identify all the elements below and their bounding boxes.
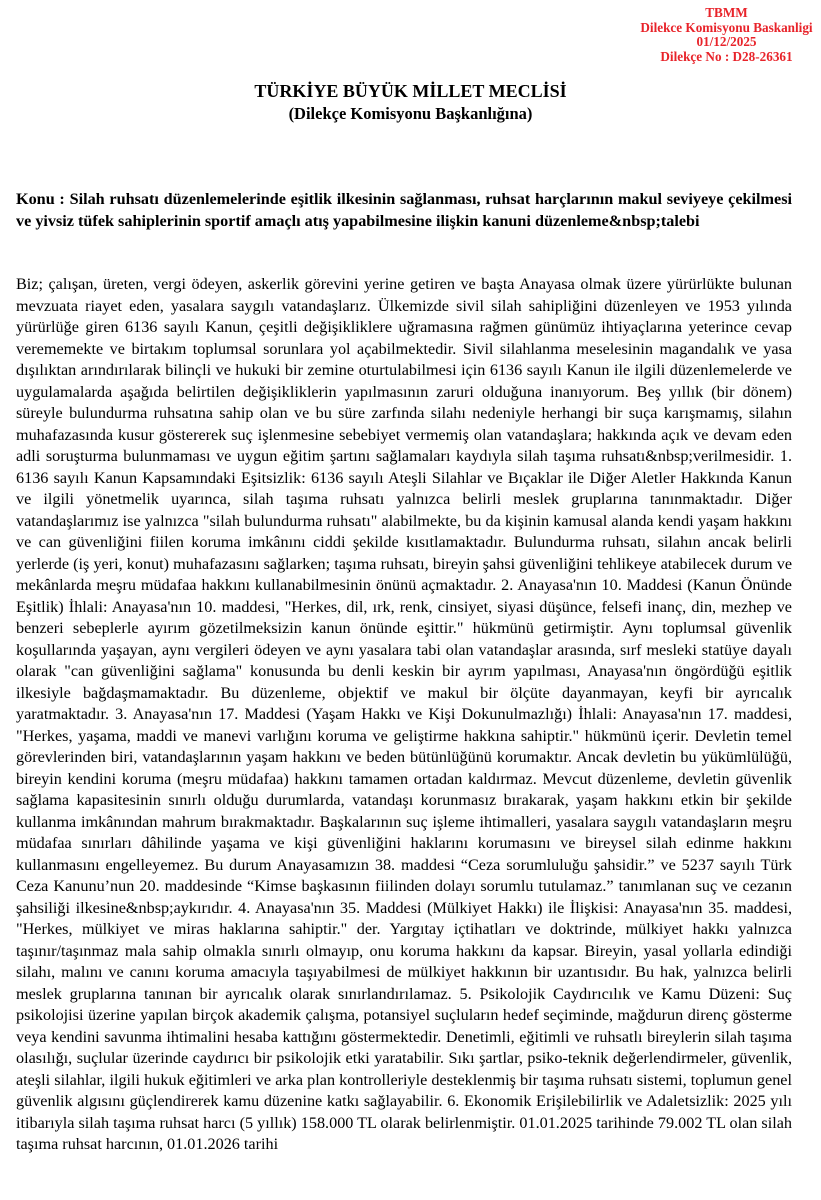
petition-stamp [632,6,821,64]
subject-line: Konu : Silah ruhsatı düzenlemelerinde eşitlik ilkesinin sağlanması, ruhsat harçlarının makul seviyeye çekilmesi ve yivsiz tüfek sahiplerinin sportif amaçlı atış yapabilmesine ilişkin kanuni düzenleme&nbsp;talebi [16,190,792,230]
stamp-org: TBMM [705,6,748,20]
stamp-date: 01/12/2025 [696,34,757,50]
document-title: TÜRKİYE BÜYÜK MİLLET MECLİSİ [254,81,567,101]
document-subtitle: (Dilekçe Komisyonu Başkanlığına) [288,104,533,123]
stamp-department: Dilekce Komisyonu Baskanligi [640,19,813,35]
petition-body: Biz; çalışan, üreten, vergi ödeyen, askerlik görevini yerine getiren ve başta Anayasa olmak üzere yürürlükte bulunan mevzuata riayet eden, yasalara saygılı vatandaşlarız. Ülkemizde sivil silah sahipliğini düzenleyen ve 1953 yılında yürürlüğe giren 6136 sayılı Kanun, çeşitli değişikliklere uğramasına rağmen günümüz ihtiyaçlarına yeterince cevap verememekte ve birtakım toplumsal sorunlara yol açabilmektedir. Sivil silahlanma meselesinin magandalık ve yasa dışılıktan arındırılarak bilinçli ve hukuki bir zemine oturtulabilmesi için 6136 sayılı Kanun ile ilgili düzenlemelerde ve uygulamalarda aşağıda belirtilen değişikliklerin yapılmasının zaruri olduğuna inanıyorum. Beş yıllık (bir dönem) süreyle bulundurma ruhsatına sahip olan ve bu süre zarfında silahı nedeniyle herhangi bir suça karışmamış, silahın muhafazasında kusur göstererek suç işlenmesine sebebiyet vermemiş olan vatandaşlara; hakkında açık ve devam eden adli soruşturma bulunmaması ve uygun eğitim şartını sağlamaları kaydıyla silah taşıma ruhsatı&nbsp;verilmesidir. 1. 6136 sayılı Kanun Kapsamındaki Eşitsizlik: 6136 sayılı Ateşli Silahlar ve Bıçaklar ile Diğer Aletler Hakkında Kanun ve ilgili yönetmelik uyarınca, silah taşıma ruhsatı yalnızca belirli meslek gruplarına tanınmaktadır. Diğer vatandaşlarımız ise yalnızca "silah bulundurma ruhsatı" alabilmekte, bu da kişinin kamusal alanda kendi yaşam hakkını ve can güvenliğini fiilen koruma imkânını ciddi şekilde kısıtlamaktadır. Bulundurma ruhsatı, silahın ancak belirli yerlerde (iş yeri, konut) muhafazasını sağlarken; taşıma ruhsatı, bireyin şahsi güvenliğini tehlikeye atabilecek durum ve mekânlarda meşru müdafaa hakkını kullanabilmesinin önünü açmaktadır. 2. Anayasa'nın 10. Maddesi (Kanun Önünde Eşitlik) İhlali: Anayasa'nın 10. maddesi, "Herkes, dil, ırk, renk, cinsiyet, siyasi düşünce, felsefi inanç, din, mezhep ve benzeri sebeplerle ayırım gözetilmeksizin kanun önünde eşittir." hükmünü getirmiştir. Aynı toplumsal güvenlik koşullarında yaşayan, aynı vergileri ödeyen ve aynı yasalara tabi olan vatandaşlar arasında, sırf mesleki statüye dayalı olarak "can güvenliğini sağlama" konusunda bu denli keskin bir ayrım yapılması, Anayasa'nın öngördüğü eşitlik ilkesiyle bağdaşmamaktadır. Bu düzenleme, objektif ve makul bir ölçüte dayanmayan, keyfi bir ayrıcalık yaratmaktadır. 3. Anayasa'nın 17. Maddesi (Yaşam Hakkı ve Kişi Dokunulmazlığı) İhlali: Anayasa'nın 17. maddesi, "Herkes, yaşama, maddi ve manevi varlığını koruma ve geliştirme hakkına sahiptir." hükmünü içerir. Devletin temel görevlerinden biri, vatandaşlarının yaşam hakkını ve beden bütünlüğünü korumaktır. Ancak devletin bu yükümlülüğü, bireyin kendini koruma (meşru müdafaa) hakkını tamamen ortadan kaldırmaz. Mevcut düzenleme, devletin güvenlik sağlama kapasitesinin sınırlı olduğu durumlarda, vatandaşı korunmasız bırakarak, yaşam hakkını etkin bir şekilde kullanma imkânından mahrum bırakmaktadır. Başkalarının suç işleme ihtimalleri, yasalara saygılı vatandaşların meşru müdafaa sınırları dâhilinde yaşama ve kişi güvenliğini haklarını korumasını ve bireysel silah edinme hakkını kullanmasını engelleyemez. Bu durum Anayasamızın 38. maddesi “Ceza sorumluluğu şahsidir.” ve 5237 sayılı Türk Ceza Kanunu’nun 20. maddesinde “Kimse başkasının fiilinden dolayı sorumlu tutulamaz.” tanımlanan suç ve cezanın şahsiliği ilkesine&nbsp;aykırıdır. 4. Anayasa'nın 35. Maddesi (Mülkiyet Hakkı) ile İlişkisi: Anayasa'nın 35. maddesi, "Herkes, mülkiyet ve miras haklarına sahiptir." der. Yargıtay içtihatları ve doktrinde, mülkiyet hakkı yalnızca taşınır/taşınmaz mala sahip olmakla sınırlı olmayıp, onu koruma hakkını da kapsar. Bireyin, yasal yollarla edindiği silahı, malını ve canını koruma amacıyla taşıyabilmesi de mülkiyet hakkının bir uzantısıdır. Bu hak, yalnızca belirli meslek gruplarına tanınan bir ayrıcalık olarak sınırlandırılamaz. 5. Psikolojik Caydırıcılık ve Kamu Düzeni: Suç psikolojisi üzerine yapılan birçok akademik çalışma, potansiyel suçluların hedef seçiminde, mağdurun direnç gösterme veya kendini savunma ihtimalini hesaba kattığını göstermektedir. Denetimli, eğitimli ve ruhsatlı bireylerin silah taşıma olasılığı, suçlular üzerinde caydırıcı bir psikolojik etki yaratabilir. Sıkı şartlar, psiko-teknik değerlendirmeler, güvenlik, ateşli silahlar, ilgili hukuk eğitimleri ve arka plan kontrolleriyle desteklenmiş bir taşıma ruhsatı sistemi, toplumun genel güvenlik algısını güçlendirerek kamu düzenine katkı sağlayabilir. 6. Ekonomik Erişilebilirlik ve Adaletsizlik: 2025 yılı itibarıyla silah taşıma ruhsat harcı (5 yıllık) 158.000 TL olarak belirlenmiştir. 01.01.2025 tarihinde 79.002 TL olan silah taşıma ruhsat harcının, 01.01.2026 tarihi [16,275,792,1153]
stamp-petition-number: Dilekçe No : D28-26361 [660,48,793,64]
